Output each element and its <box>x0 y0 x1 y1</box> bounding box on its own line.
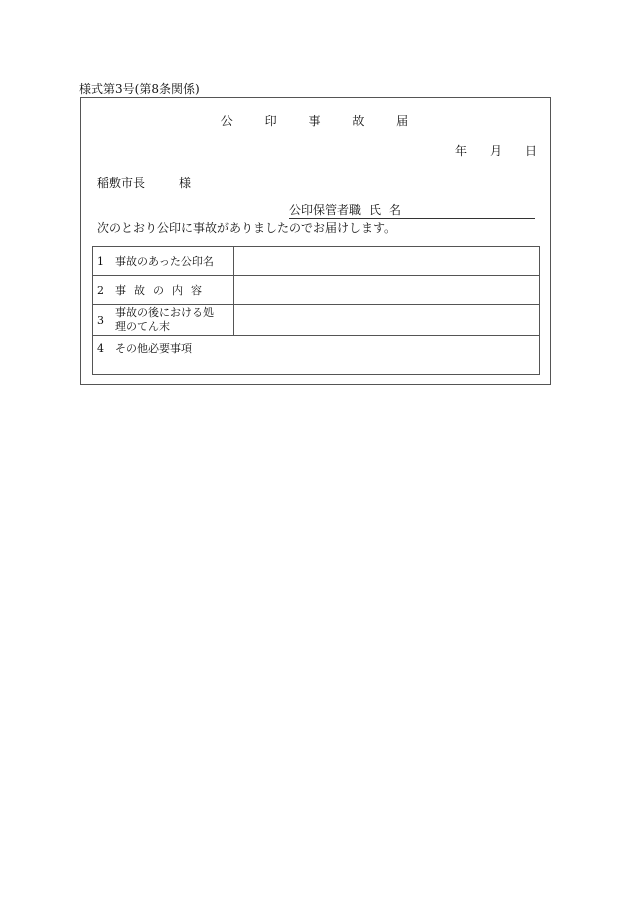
table-row <box>93 305 540 336</box>
accident-details-table <box>92 246 540 375</box>
row-label-char: 内 <box>172 284 183 297</box>
title-char: 印 <box>264 114 279 128</box>
title-char: 故 <box>352 114 367 128</box>
addressee-honorific: 様 <box>179 176 192 190</box>
statement-text: 次のとおり公印に事故がありましたのでお届けします。 <box>97 221 397 235</box>
row-number: 4 <box>97 342 104 355</box>
row-label-line: 理のてん末 <box>115 320 170 333</box>
title-char: 事 <box>308 114 323 128</box>
date-month: 月 <box>490 144 503 158</box>
row-label-text: その他必要事項 <box>115 342 192 355</box>
addressee <box>97 174 191 191</box>
accident-content-field[interactable] <box>234 276 540 305</box>
form-title <box>81 112 550 129</box>
row-label-char: 容 <box>191 284 202 297</box>
row-number: 1 <box>97 255 104 268</box>
seal-name-field[interactable] <box>234 247 540 276</box>
custodian-name-label: 名 <box>389 203 402 217</box>
custodian-label: 公印保管者職 <box>289 203 362 217</box>
title-char: 公 <box>220 114 235 128</box>
date-day: 日 <box>525 144 538 158</box>
date-year: 年 <box>455 144 468 158</box>
row-label-text: 事故のあった公印名 <box>115 255 214 268</box>
row-label-char: 事 <box>115 284 126 297</box>
row-number: 3 <box>97 313 104 327</box>
row-label-char: 故 <box>134 284 145 297</box>
form-number-label: 様式第3号(第8条関係) <box>79 82 200 96</box>
table-row <box>93 247 540 276</box>
row-label <box>93 276 234 305</box>
custodian-signature-line[interactable] <box>289 203 535 219</box>
post-accident-handling-field[interactable] <box>234 305 540 336</box>
custodian-surname-label: 氏 <box>369 203 382 217</box>
other-matters-field[interactable] <box>93 336 540 375</box>
addressee-name: 稲敷市長 <box>97 176 146 190</box>
row-label <box>93 247 234 276</box>
row-label-char: の <box>153 284 164 297</box>
form-frame <box>80 97 551 385</box>
row-label-line: 事故の後における処 <box>115 306 214 319</box>
title-char: 届 <box>396 114 411 128</box>
row-number: 2 <box>97 284 104 297</box>
row-label <box>93 305 234 336</box>
table-row[interactable] <box>93 336 540 375</box>
table-row <box>93 276 540 305</box>
